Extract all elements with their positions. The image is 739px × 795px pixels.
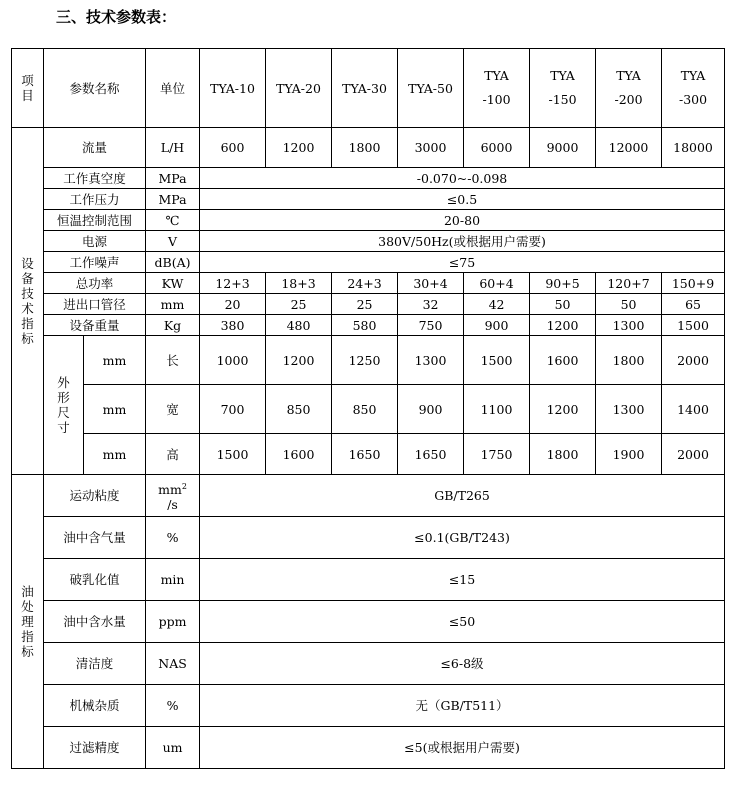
table-row: [12, 294, 725, 315]
param-name: 工作压力: [44, 189, 146, 210]
value-cell: 1300: [596, 315, 662, 336]
value-cell: 700: [200, 385, 266, 434]
value-cell: 1900: [596, 434, 662, 475]
value-cell: 150+9: [662, 273, 725, 294]
header-model: TYA-20: [266, 49, 332, 128]
param-unit: ppm: [146, 601, 200, 643]
value-cell: 30+4: [398, 273, 464, 294]
value-cell: 1800: [530, 434, 596, 475]
value-cell: 1500: [662, 315, 725, 336]
value-cell: 1200: [530, 385, 596, 434]
value-cell: 1400: [662, 385, 725, 434]
value-cell: 2000: [662, 434, 725, 475]
value-cell: 1500: [464, 336, 530, 385]
param-name: 工作真空度: [44, 168, 146, 189]
value-cell: 1500: [200, 434, 266, 475]
table-row: [12, 210, 725, 231]
table-row: [12, 315, 725, 336]
value-cell: 1000: [200, 336, 266, 385]
value-cell: ≤50: [200, 601, 725, 643]
header-row: [12, 49, 725, 128]
table-row: [12, 434, 725, 475]
value-cell: 24+3: [332, 273, 398, 294]
value-cell: 60+4: [464, 273, 530, 294]
param-unit: MPa: [146, 189, 200, 210]
param-name: 过滤精度: [44, 727, 146, 769]
value-cell: 1100: [464, 385, 530, 434]
value-cell: 25: [266, 294, 332, 315]
value-cell: 1200: [266, 128, 332, 168]
value-cell: 480: [266, 315, 332, 336]
param-name: 进出口管径: [44, 294, 146, 315]
param-name: 机械杂质: [44, 685, 146, 727]
value-cell: 18+3: [266, 273, 332, 294]
value-cell: 12000: [596, 128, 662, 168]
value-cell: 50: [530, 294, 596, 315]
value-cell: 9000: [530, 128, 596, 168]
value-cell: 50: [596, 294, 662, 315]
value-cell: 900: [398, 385, 464, 434]
dim-name: 宽: [146, 385, 200, 434]
table-row: [12, 168, 725, 189]
group-oil-label: 油 处 理 指 标: [12, 475, 44, 769]
value-cell: ≤5(或根据用户需要): [200, 727, 725, 769]
value-cell: 1600: [266, 434, 332, 475]
value-cell: 42: [464, 294, 530, 315]
param-unit: dB(A): [146, 252, 200, 273]
header-param-name: 参数名称: [44, 49, 146, 128]
value-cell: 900: [464, 315, 530, 336]
param-name: 油中含气量: [44, 517, 146, 559]
header-model: TYA-30: [332, 49, 398, 128]
value-cell: 65: [662, 294, 725, 315]
table-row: [12, 336, 725, 385]
value-cell: 1800: [332, 128, 398, 168]
value-cell: ≤0.1(GB/T243): [200, 517, 725, 559]
table-row: [12, 252, 725, 273]
table-row: [12, 517, 725, 559]
value-cell: 3000: [398, 128, 464, 168]
table-row: [12, 273, 725, 294]
value-cell: 750: [398, 315, 464, 336]
value-cell: 90+5: [530, 273, 596, 294]
param-name: 恒温控制范围: [44, 210, 146, 231]
table-row: [12, 559, 725, 601]
header-model: TYA -150: [530, 49, 596, 128]
value-cell: ≤75: [200, 252, 725, 273]
param-name: 工作噪声: [44, 252, 146, 273]
param-unit: KW: [146, 273, 200, 294]
table-row: [12, 601, 725, 643]
group-dimensions-label: 外 形 尺 寸: [44, 336, 84, 475]
value-cell: 25: [332, 294, 398, 315]
group-equipment-label: 设 备 技 术 指 标: [12, 128, 44, 475]
header-item: 项 目: [12, 49, 44, 128]
param-unit: L/H: [146, 128, 200, 168]
param-unit: ℃: [146, 210, 200, 231]
value-cell: 1200: [530, 315, 596, 336]
value-cell: 580: [332, 315, 398, 336]
dim-name: 高: [146, 434, 200, 475]
value-cell: 1750: [464, 434, 530, 475]
param-name: 油中含水量: [44, 601, 146, 643]
dim-unit: mm: [84, 336, 146, 385]
param-unit: MPa: [146, 168, 200, 189]
param-name: 流量: [44, 128, 146, 168]
value-cell: 1600: [530, 336, 596, 385]
header-unit: 单位: [146, 49, 200, 128]
value-cell: 850: [332, 385, 398, 434]
table-row: [12, 189, 725, 210]
dim-unit: mm: [84, 385, 146, 434]
value-cell: ≤15: [200, 559, 725, 601]
value-cell: 12+3: [200, 273, 266, 294]
value-cell: 380V/50Hz(或根据用户需要): [200, 231, 725, 252]
param-unit: um: [146, 727, 200, 769]
param-name: 总功率: [44, 273, 146, 294]
param-unit: V: [146, 231, 200, 252]
table-row: [12, 385, 725, 434]
value-cell: 18000: [662, 128, 725, 168]
param-name: 设备重量: [44, 315, 146, 336]
value-cell: 380: [200, 315, 266, 336]
value-cell: 1300: [398, 336, 464, 385]
param-unit: %: [146, 685, 200, 727]
value-cell: 600: [200, 128, 266, 168]
value-cell: 1650: [332, 434, 398, 475]
value-cell: 6000: [464, 128, 530, 168]
header-model: TYA -300: [662, 49, 725, 128]
param-name: 破乳化值: [44, 559, 146, 601]
header-model: TYA -100: [464, 49, 530, 128]
param-name: 电源: [44, 231, 146, 252]
value-cell: 20: [200, 294, 266, 315]
value-cell: 1200: [266, 336, 332, 385]
tech-params-table: [11, 48, 725, 769]
value-cell: 1800: [596, 336, 662, 385]
param-name: 运动粘度: [44, 475, 146, 517]
value-cell: GB/T265: [200, 475, 725, 517]
value-cell: 1250: [332, 336, 398, 385]
value-cell: 无（GB/T511）: [200, 685, 725, 727]
param-unit: %: [146, 517, 200, 559]
header-model: TYA-10: [200, 49, 266, 128]
value-cell: 1650: [398, 434, 464, 475]
table-row: [12, 685, 725, 727]
table-row: [12, 727, 725, 769]
section-heading: 三、技术参数表：: [56, 8, 177, 26]
dim-name: 长: [146, 336, 200, 385]
param-name: 清洁度: [44, 643, 146, 685]
value-cell: -0.070~-0.098: [200, 168, 725, 189]
dim-unit: mm: [84, 434, 146, 475]
value-cell: 850: [266, 385, 332, 434]
header-model: TYA -200: [596, 49, 662, 128]
value-cell: 120+7: [596, 273, 662, 294]
param-unit: mm: [146, 294, 200, 315]
value-cell: ≤6-8级: [200, 643, 725, 685]
param-unit: Kg: [146, 315, 200, 336]
param-unit: NAS: [146, 643, 200, 685]
value-cell: 20-80: [200, 210, 725, 231]
header-model: TYA-50: [398, 49, 464, 128]
value-cell: 1300: [596, 385, 662, 434]
value-cell: 32: [398, 294, 464, 315]
table-row: [12, 475, 725, 517]
table-row: [12, 643, 725, 685]
value-cell: ≤0.5: [200, 189, 725, 210]
table-row: [12, 231, 725, 252]
param-unit: min: [146, 559, 200, 601]
param-unit: $mm^2$ /s: [146, 475, 200, 517]
value-cell: 2000: [662, 336, 725, 385]
table-row: [12, 128, 725, 168]
